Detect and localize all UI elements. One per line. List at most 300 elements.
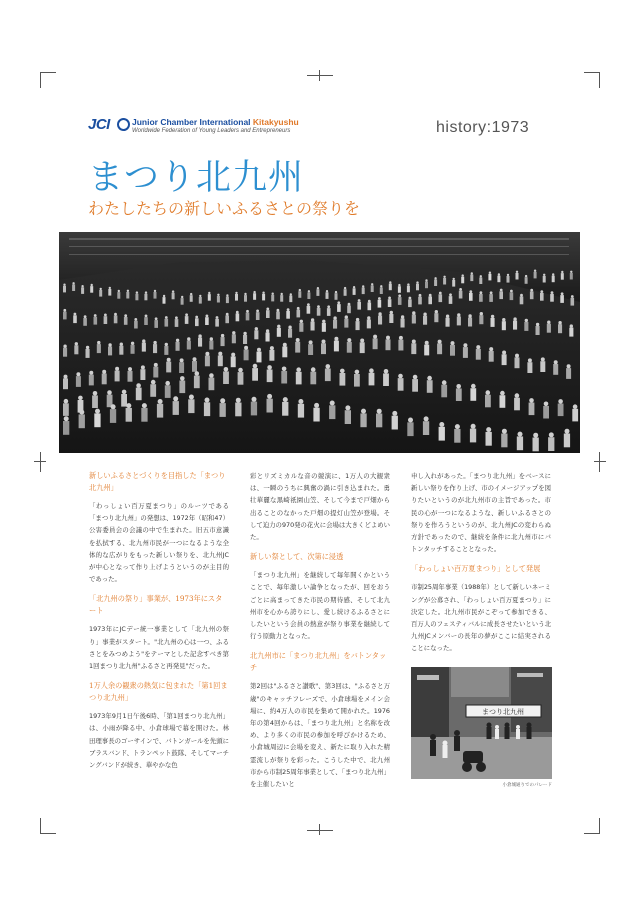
dancer-figure bbox=[173, 401, 179, 415]
crop-mark bbox=[40, 452, 41, 472]
dancer-head bbox=[423, 313, 426, 316]
paragraph: 1973年にJCデー統一事業として「北九州の祭り」事業がスタート。"北九州の心は一つ、ふるさとをみつめよう"をテーマとした記念すべき第1回まつり北九州"ふるさと再発見"だった。 bbox=[89, 625, 229, 671]
dancer-figure bbox=[317, 308, 321, 316]
dancer-figure bbox=[117, 292, 120, 299]
dancer-figure bbox=[90, 286, 93, 293]
dancer-head bbox=[348, 303, 351, 306]
dancer-head bbox=[388, 297, 391, 300]
dancer-head bbox=[122, 390, 127, 395]
dancer-figure bbox=[470, 429, 476, 443]
dancer-head bbox=[525, 275, 527, 277]
crop-mark bbox=[584, 72, 600, 73]
dancer-figure bbox=[553, 364, 558, 375]
dancer-head bbox=[326, 364, 331, 369]
dancer-figure bbox=[244, 350, 249, 361]
dancer-figure bbox=[513, 321, 517, 330]
crop-mark bbox=[599, 452, 600, 472]
dancer-head bbox=[283, 343, 287, 347]
dancer-figure bbox=[362, 288, 365, 295]
dancer-figure bbox=[267, 370, 273, 383]
dancer-figure bbox=[463, 347, 468, 358]
dancer-head bbox=[86, 346, 89, 349]
dancer-head bbox=[253, 291, 255, 293]
dancer-figure bbox=[251, 402, 257, 416]
dancer-head bbox=[534, 270, 536, 272]
dancer-figure bbox=[205, 317, 209, 325]
dancer-figure bbox=[257, 352, 262, 363]
dancer-figure bbox=[209, 341, 213, 350]
dancer-head bbox=[190, 293, 192, 295]
dancer-head bbox=[206, 315, 209, 318]
dancer-figure bbox=[150, 384, 156, 397]
dancer-figure bbox=[204, 402, 210, 416]
dancer-head bbox=[308, 290, 310, 292]
dancer-head bbox=[267, 394, 272, 399]
dancer-figure bbox=[569, 328, 573, 337]
dancer-head bbox=[468, 314, 471, 317]
dancer-figure bbox=[470, 388, 476, 401]
dancer-figure bbox=[86, 349, 90, 358]
dancer-head bbox=[107, 390, 112, 395]
dancer-figure bbox=[208, 294, 211, 301]
dancer-figure bbox=[337, 304, 341, 312]
dancer-head bbox=[425, 341, 429, 345]
dancer-figure bbox=[485, 395, 491, 408]
dancer-head bbox=[142, 403, 147, 408]
dancer-head bbox=[340, 369, 345, 374]
dancer-head bbox=[300, 320, 303, 323]
dancer-figure bbox=[124, 317, 128, 325]
dancer-head bbox=[498, 273, 500, 275]
dancer-head bbox=[185, 313, 188, 316]
dancer-figure bbox=[450, 345, 455, 356]
dancer-figure bbox=[73, 315, 77, 323]
dancer-figure bbox=[205, 356, 210, 367]
dancer-head bbox=[399, 336, 403, 340]
dancer-figure bbox=[220, 403, 226, 417]
dancer-head bbox=[311, 367, 316, 372]
dancer-figure bbox=[560, 295, 564, 303]
dancer-figure bbox=[425, 282, 428, 289]
dancer-head bbox=[451, 341, 455, 345]
dancer-figure bbox=[276, 312, 280, 320]
dancer-head bbox=[471, 424, 476, 429]
dancer-figure bbox=[126, 292, 129, 299]
dancer-figure bbox=[412, 379, 418, 392]
dancer-head bbox=[390, 311, 393, 314]
dancer-head bbox=[369, 368, 374, 373]
dancer-figure bbox=[179, 381, 185, 394]
dancer-head bbox=[358, 299, 361, 302]
dancer-head bbox=[232, 331, 235, 334]
dancer-head bbox=[429, 294, 432, 297]
dancer-figure bbox=[298, 291, 301, 298]
dancer-head bbox=[502, 351, 506, 355]
dancer-figure bbox=[489, 294, 493, 302]
dancer-head bbox=[409, 297, 412, 300]
crop-mark bbox=[319, 70, 320, 81]
dancer-head bbox=[317, 287, 319, 289]
dancer-figure bbox=[244, 295, 247, 302]
dancer-head bbox=[565, 429, 570, 434]
dancer-head bbox=[74, 313, 77, 316]
dancer-head bbox=[266, 329, 269, 332]
jci-logo: JCI bbox=[88, 116, 110, 133]
dancer-figure bbox=[63, 312, 67, 320]
dancer-head bbox=[314, 403, 319, 408]
dancer-figure bbox=[83, 318, 87, 326]
dancer-figure bbox=[392, 416, 398, 430]
dancer-figure bbox=[516, 273, 519, 280]
dancer-head bbox=[255, 327, 258, 330]
dancer-figure bbox=[520, 297, 524, 305]
dancer-figure bbox=[540, 293, 544, 301]
dancer-head bbox=[81, 285, 83, 287]
dancer-figure bbox=[543, 276, 546, 283]
dancer-figure bbox=[238, 372, 244, 385]
dancer-head bbox=[224, 367, 229, 372]
dancer-figure bbox=[572, 409, 578, 422]
dancer-figure bbox=[360, 342, 365, 353]
org-name bbox=[132, 117, 299, 127]
dancer-figure bbox=[353, 288, 356, 295]
dancer-figure bbox=[131, 345, 135, 354]
dancer-head bbox=[442, 380, 447, 385]
dancer-figure bbox=[376, 414, 382, 428]
dancer-figure bbox=[217, 296, 220, 303]
dancer-figure bbox=[389, 284, 392, 291]
dancer-head bbox=[218, 352, 222, 356]
dancer-figure bbox=[188, 399, 194, 413]
dancer-figure bbox=[99, 290, 102, 297]
dancer-figure bbox=[144, 317, 148, 325]
dancer-figure bbox=[76, 376, 81, 387]
dancer-head bbox=[438, 340, 442, 344]
dancer-figure bbox=[527, 362, 532, 373]
crop-mark bbox=[319, 824, 320, 835]
dancer-head bbox=[344, 287, 346, 289]
dancer-figure bbox=[552, 276, 555, 283]
dancer-figure bbox=[327, 308, 331, 316]
crop-mark bbox=[584, 833, 600, 834]
dancer-head bbox=[540, 290, 543, 293]
org-tagline: Worldwide Federation of Young Leaders and Entrepreneurs bbox=[132, 128, 291, 134]
dancer-head bbox=[102, 370, 106, 374]
dancer-figure bbox=[476, 349, 481, 360]
dancer-figure bbox=[401, 319, 405, 328]
dancer-head bbox=[167, 358, 171, 362]
dancer-figure bbox=[282, 347, 287, 358]
dancer-head bbox=[63, 309, 66, 312]
dancer-figure bbox=[231, 356, 236, 367]
dancer-figure bbox=[497, 276, 500, 283]
dancer-figure bbox=[558, 324, 562, 333]
dancer-head bbox=[541, 357, 545, 361]
dancer-figure bbox=[144, 294, 147, 301]
dancer-figure bbox=[407, 286, 410, 293]
dancer-figure bbox=[97, 344, 101, 353]
dancer-figure bbox=[325, 369, 331, 382]
dancer-figure bbox=[153, 344, 157, 353]
dancer-head bbox=[172, 290, 174, 292]
dancer-figure bbox=[74, 345, 78, 354]
dancer-figure bbox=[449, 296, 453, 304]
dancer-figure bbox=[360, 413, 366, 427]
dancer-head bbox=[378, 312, 381, 315]
dancer-head bbox=[525, 319, 528, 322]
dancer-figure bbox=[378, 300, 382, 308]
dancer-figure bbox=[398, 286, 401, 293]
dancer-figure bbox=[281, 371, 287, 384]
dancer-figure bbox=[454, 429, 460, 443]
dancer-head bbox=[165, 381, 170, 386]
dancer-figure bbox=[510, 292, 514, 300]
dancer-head bbox=[491, 315, 494, 318]
dancer-head bbox=[118, 290, 120, 292]
dancer-head bbox=[334, 337, 338, 341]
dancer-figure bbox=[135, 294, 138, 301]
dancer-head bbox=[543, 274, 545, 276]
dancer-figure bbox=[357, 302, 361, 310]
dancer-figure bbox=[548, 437, 554, 451]
dancer-head bbox=[398, 284, 400, 286]
dancer-head bbox=[480, 312, 483, 315]
dancer-figure bbox=[172, 293, 175, 300]
article-column-2 bbox=[250, 470, 390, 798]
dancer-head bbox=[290, 293, 292, 295]
dancer-figure bbox=[192, 361, 197, 372]
article-column-1 bbox=[89, 470, 229, 779]
crop-mark bbox=[599, 72, 600, 88]
dancer-figure bbox=[333, 320, 337, 329]
dancer-figure bbox=[63, 421, 69, 435]
dancer-figure bbox=[199, 297, 202, 304]
crop-mark bbox=[40, 72, 56, 73]
dancer-head bbox=[398, 294, 401, 297]
dancer-head bbox=[216, 316, 219, 319]
dancer-figure bbox=[218, 355, 223, 366]
dancer-head bbox=[549, 432, 554, 437]
org-name-city: Kitakyushu bbox=[252, 117, 299, 127]
paragraph: 「まつり北九州」を継続して毎年開くかということで、毎年激しい論争となったが、回をおうごとに高まってきた市民の期待感、そして北九州市を心から誇りにし、愛し続けるふるさとにしたいという会員の熱意が祭り事業を継続して行う原動力となった。 bbox=[250, 571, 390, 641]
dancer-head bbox=[408, 418, 413, 423]
dancer-head bbox=[180, 358, 184, 362]
crop-mark bbox=[34, 461, 46, 462]
dancer-figure bbox=[252, 368, 258, 381]
dancer-figure bbox=[439, 294, 443, 302]
dancer-figure bbox=[175, 319, 179, 327]
dancer-figure bbox=[121, 394, 127, 407]
dancer-head bbox=[353, 286, 355, 288]
dancer-figure bbox=[427, 380, 433, 393]
dancer-figure bbox=[380, 287, 383, 294]
dancer-figure bbox=[166, 362, 171, 373]
dancer-figure bbox=[153, 367, 158, 378]
dancer-figure bbox=[221, 337, 225, 346]
dancer-head bbox=[155, 317, 158, 320]
dancer-head bbox=[78, 396, 83, 401]
dancer-figure bbox=[491, 318, 495, 327]
dancer-head bbox=[63, 345, 66, 348]
dancer-head bbox=[115, 367, 119, 371]
section-heading: 新しい祭として、次第に浸透 bbox=[250, 552, 344, 562]
dancer-figure bbox=[424, 345, 429, 356]
dancer-figure bbox=[94, 317, 98, 325]
crop-mark bbox=[40, 833, 56, 834]
dancer-figure bbox=[313, 408, 319, 422]
dancer-figure bbox=[525, 277, 528, 284]
dancer-head bbox=[378, 297, 381, 300]
dancer-head bbox=[471, 384, 476, 389]
paragraph: 申し入れがあった。「まつり北九州」をベースに新しい祭りを作り上げ、市のイメージアップを図りたいというのが北九州市の主旨であった。市民の心が一つになるような、新しいふるさとの祭りを作ろうというのが、北九州JCの変わらぬ方針であったので、継続を条件に北九州市にバトンタッチすることとなった。 bbox=[411, 472, 551, 554]
section-heading: 「北九州の祭り」事業が、1973年にスタート bbox=[89, 594, 223, 616]
dancer-head bbox=[136, 383, 141, 388]
dancer-figure bbox=[262, 294, 265, 301]
dancer-head bbox=[180, 376, 185, 381]
dancer-figure bbox=[407, 422, 413, 436]
dancer-figure bbox=[104, 316, 108, 324]
dancer-head bbox=[114, 313, 117, 316]
dancer-head bbox=[469, 290, 472, 293]
dancer-figure bbox=[470, 275, 473, 282]
dancer-head bbox=[573, 404, 578, 409]
dancer-figure bbox=[561, 273, 564, 280]
dancer-head bbox=[109, 287, 111, 289]
dancer-figure bbox=[570, 273, 573, 280]
dancer-head bbox=[510, 290, 513, 293]
dancer-figure bbox=[340, 373, 346, 386]
dancer-head bbox=[355, 370, 360, 375]
dancer-figure bbox=[256, 312, 260, 320]
dancer-figure bbox=[434, 279, 437, 286]
dancer-head bbox=[335, 291, 337, 293]
dancer-figure bbox=[416, 284, 419, 291]
dancer-head bbox=[298, 399, 303, 404]
dancer-head bbox=[459, 288, 462, 291]
dancer-figure bbox=[277, 328, 281, 337]
dancer-head bbox=[554, 360, 558, 364]
dancer-figure bbox=[176, 342, 180, 351]
dancer-figure bbox=[92, 395, 98, 408]
dancer-head bbox=[244, 293, 246, 295]
dancer-figure bbox=[502, 354, 507, 365]
dancer-figure bbox=[441, 385, 447, 398]
dancer-head bbox=[154, 290, 156, 292]
dancer-head bbox=[386, 336, 390, 340]
dancer-head bbox=[267, 365, 272, 370]
dancer-figure bbox=[423, 316, 427, 325]
dancer-figure bbox=[547, 324, 551, 333]
parade-photo bbox=[411, 667, 552, 779]
dancer-figure bbox=[253, 293, 256, 300]
dancer-figure bbox=[164, 346, 168, 355]
dancer-figure bbox=[181, 298, 184, 305]
dancer-head bbox=[480, 275, 482, 277]
dancer-head bbox=[253, 364, 258, 369]
dancer-figure bbox=[571, 298, 575, 306]
dancer-head bbox=[389, 281, 391, 283]
dancer-figure bbox=[502, 321, 506, 330]
dancer-figure bbox=[443, 278, 446, 285]
dancer-head bbox=[368, 300, 371, 303]
dancer-head bbox=[398, 374, 403, 379]
dancer-head bbox=[94, 314, 97, 317]
parade-photo-graphic bbox=[411, 667, 552, 779]
dancer-figure bbox=[488, 274, 491, 281]
dancer-figure bbox=[386, 339, 391, 350]
dancer-head bbox=[195, 316, 198, 319]
dancer-figure bbox=[329, 405, 335, 419]
dancer-figure bbox=[295, 342, 300, 353]
dancer-figure bbox=[289, 296, 292, 303]
dancer-figure bbox=[335, 293, 338, 300]
dancer-figure bbox=[298, 404, 304, 418]
dancer-head bbox=[131, 342, 134, 345]
dancer-head bbox=[558, 399, 563, 404]
dancer-figure bbox=[185, 316, 189, 324]
dancer-figure bbox=[110, 409, 116, 423]
dancer-head bbox=[287, 308, 290, 311]
dancer-figure bbox=[235, 403, 241, 417]
dancer-head bbox=[333, 316, 336, 319]
dancer-head bbox=[533, 433, 538, 438]
dancer-figure bbox=[378, 316, 382, 325]
dancer-figure bbox=[115, 371, 120, 382]
dancer-head bbox=[195, 371, 200, 376]
dancer-head bbox=[128, 367, 132, 371]
dancer-head bbox=[427, 376, 432, 381]
dancer-head bbox=[243, 332, 246, 335]
dancer-head bbox=[561, 292, 564, 295]
dancer-head bbox=[124, 314, 127, 317]
dancer-figure bbox=[321, 343, 326, 354]
dancer-head bbox=[266, 308, 269, 311]
dancer-head bbox=[552, 273, 554, 275]
dancer-figure bbox=[529, 403, 535, 416]
dancer-head bbox=[72, 282, 74, 284]
section-heading: 北九州市に「まつり北九州」をバトンタッチ bbox=[250, 651, 387, 673]
dancer-head bbox=[145, 291, 147, 293]
dancer-figure bbox=[266, 310, 270, 318]
crop-mark bbox=[307, 830, 333, 831]
dancer-head bbox=[91, 284, 93, 286]
dancer-head bbox=[97, 341, 100, 344]
dancer-head bbox=[392, 411, 397, 416]
dancer-head bbox=[347, 338, 351, 342]
dancer-head bbox=[500, 289, 503, 292]
dancer-figure bbox=[434, 313, 438, 322]
section-heading: 1万人余の観衆の熱気に包まれた「第1回まつり北九州」 bbox=[89, 681, 228, 703]
location-pin-icon bbox=[117, 118, 130, 131]
dancer-figure bbox=[226, 297, 229, 304]
dancer-head bbox=[311, 318, 314, 321]
dancer-head bbox=[529, 398, 534, 403]
dancer-head bbox=[111, 404, 116, 409]
dancer-figure bbox=[418, 297, 422, 305]
dancer-head bbox=[457, 313, 460, 316]
dancer-head bbox=[176, 339, 179, 342]
paragraph: 第2回は"ふるさと讃歌"、第3回は、"ふるさと万歳"のキャッチフレーズで、小倉球場をメイン会場に、約4万人の市民を集めて開かれた。1976年の第4回からは、「まつり北九州」と名称を改め、より多くの市民の参加を呼びかけるため、小倉城周辺に会場を変え、新たに取り入れた精霊流しが祭りを彩った。こうした中で、北九州市から市制25周年事業として、「まつり北九州」を主催したいと bbox=[250, 682, 390, 789]
dancer-head bbox=[530, 289, 533, 292]
dancer-figure bbox=[534, 272, 537, 279]
dancer-head bbox=[126, 403, 131, 408]
dancer-figure bbox=[368, 302, 372, 310]
dancer-figure bbox=[469, 293, 473, 301]
dancer-figure bbox=[72, 284, 75, 291]
dancer-head bbox=[205, 352, 209, 356]
dancer-figure bbox=[63, 286, 66, 293]
dancer-figure bbox=[163, 297, 166, 304]
